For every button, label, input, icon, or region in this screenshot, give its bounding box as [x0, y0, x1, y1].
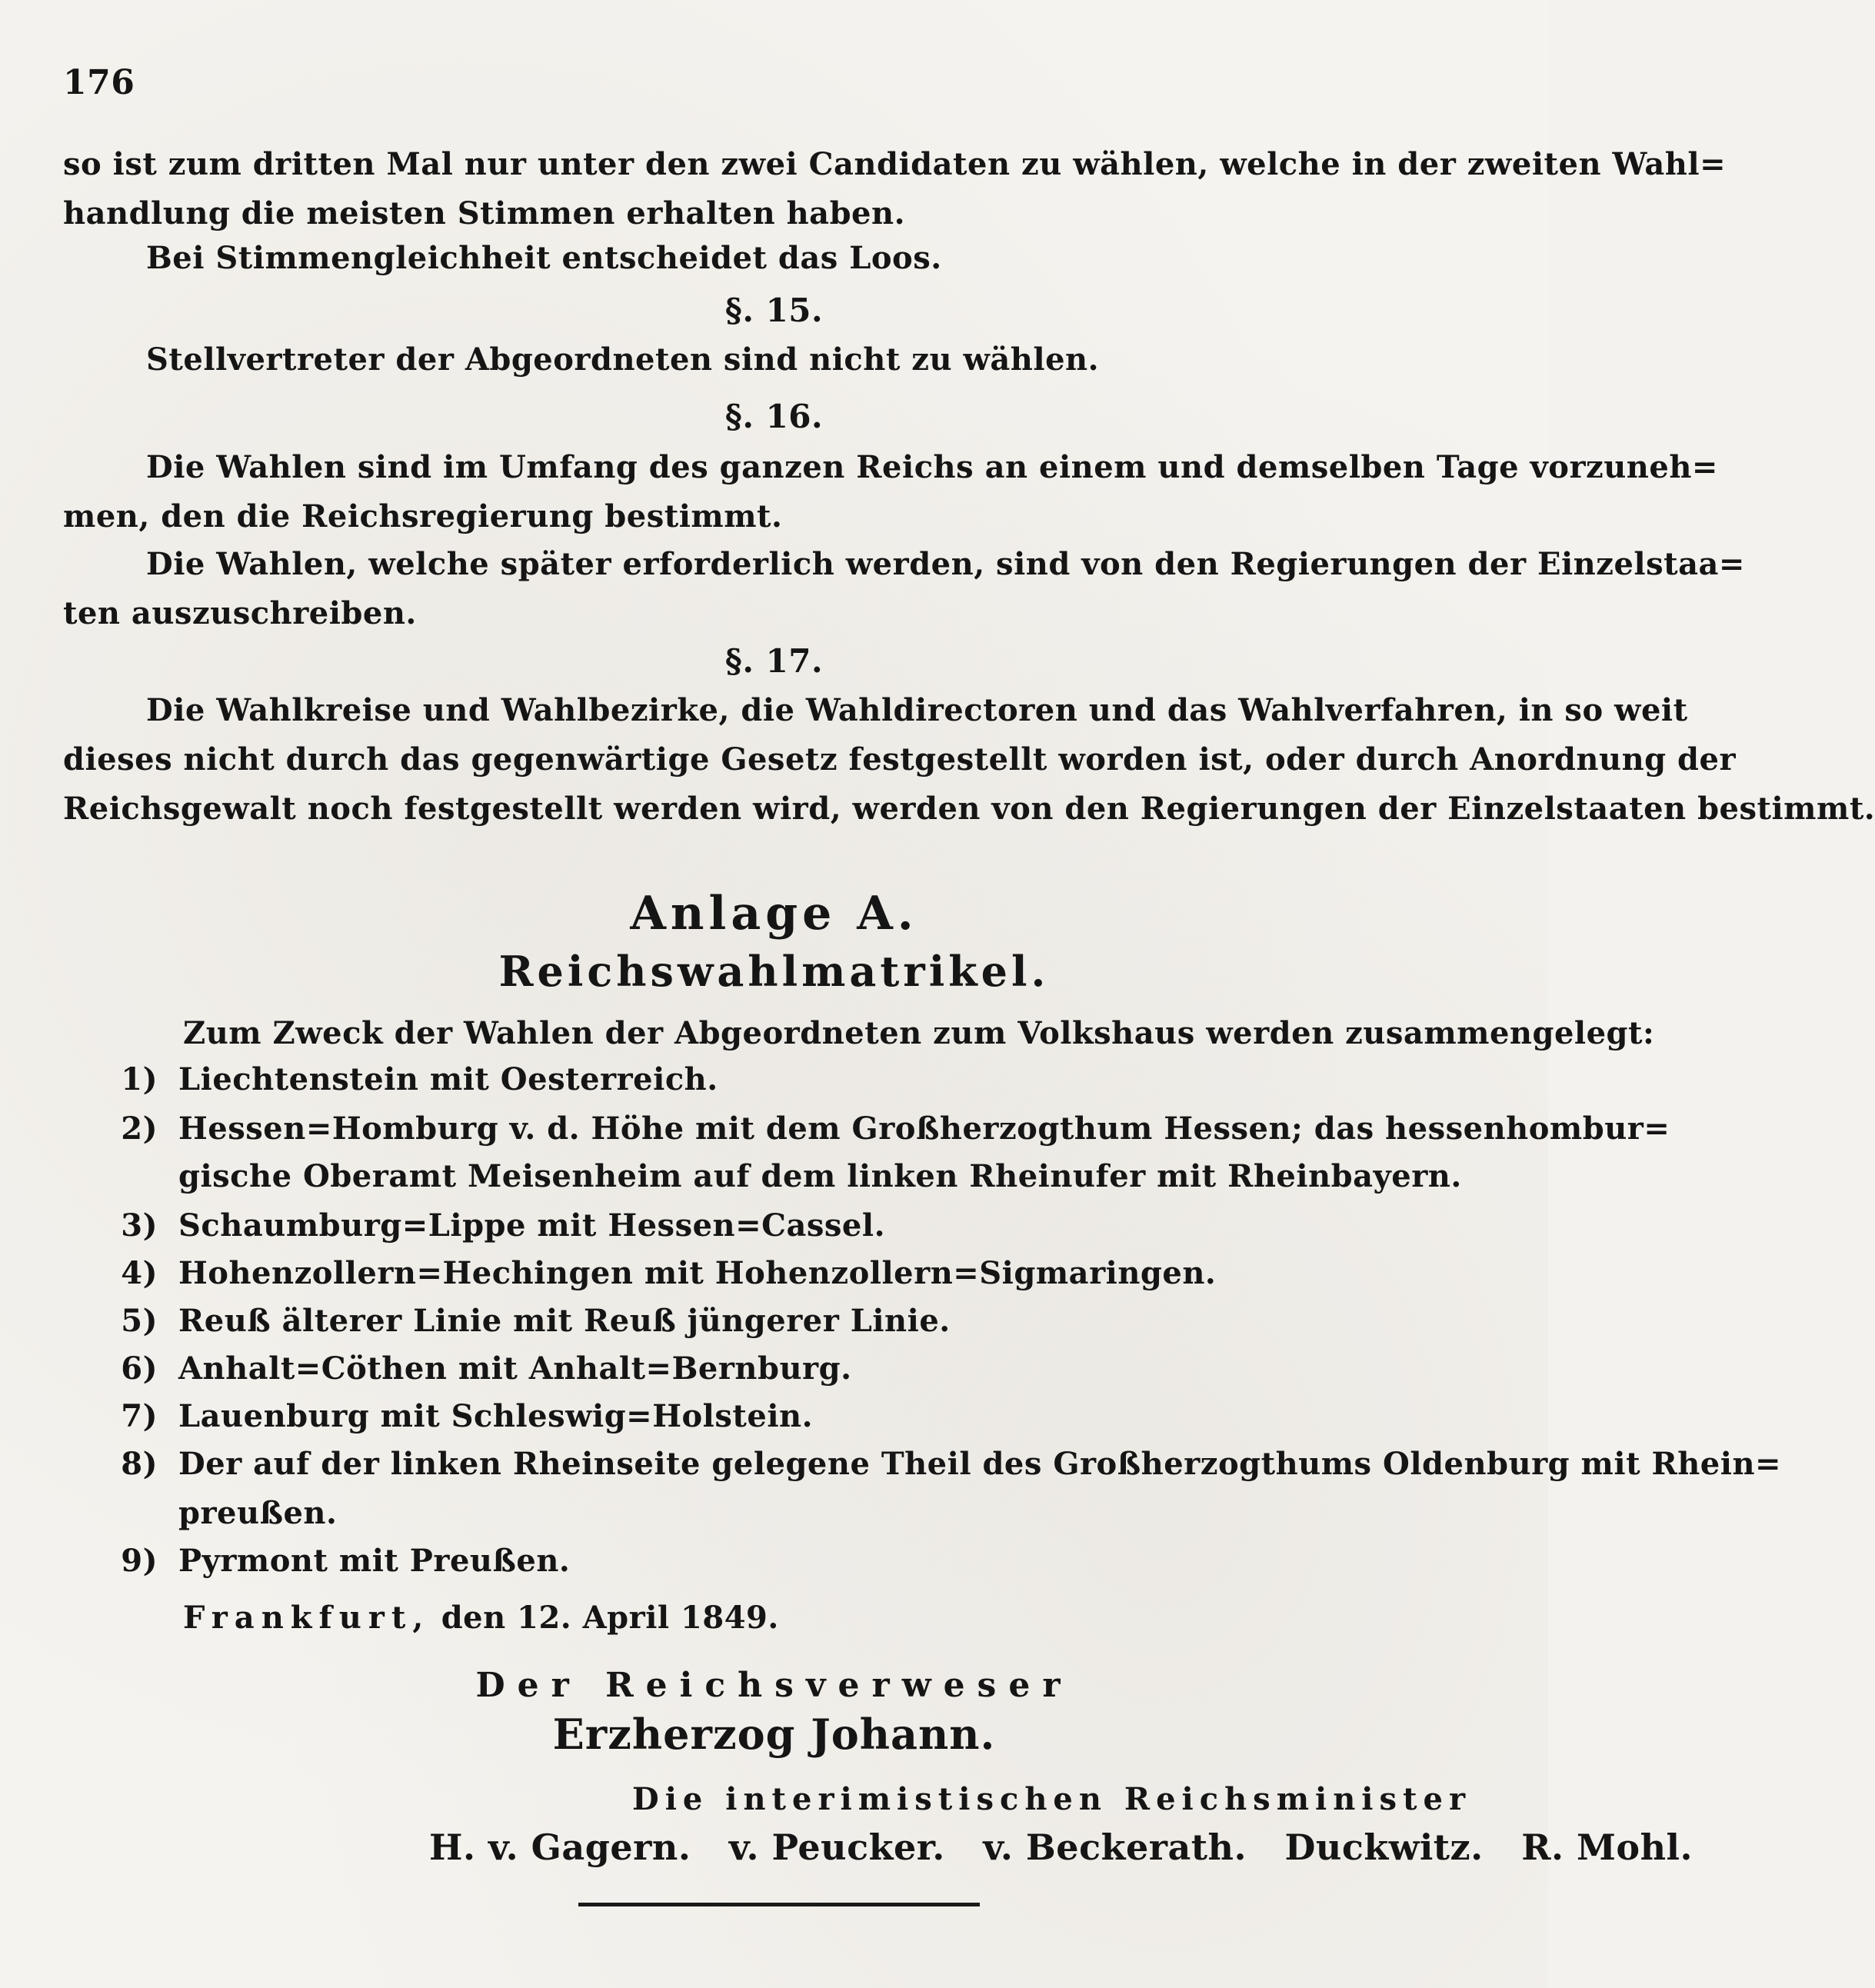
section-17-line: dieses nicht durch das gegenwärtige Gesetz festgestellt worden ist, oder durch Anordnung der: [63, 741, 1737, 778]
list-item: Reuß älterer Linie mit Reuß jüngerer Linie.: [178, 1303, 951, 1339]
annex-subtitle: Reichswahlmatrikel.: [498, 947, 1050, 996]
section-15-text: Stellvertreter der Abgeordneten sind nicht zu wählen.: [146, 341, 1100, 378]
list-item: Schaumburg=Lippe mit Hessen=Cassel.: [178, 1207, 886, 1244]
annex-intro: Zum Zweck der Wahlen der Abgeordneten zum Volkshaus werden zusammengelegt:: [183, 1015, 1655, 1051]
section-16-line: men, den die Reichsregierung bestimmt.: [63, 498, 783, 534]
paragraph-line: Bei Stimmengleichheit entscheidet das Loos.: [146, 240, 942, 276]
regent-title: Der Reichsverweser: [475, 1666, 1073, 1705]
ministers-title: Die interimistischen Reichsminister: [632, 1781, 1472, 1817]
page-number: 176: [63, 63, 135, 102]
list-item: Hohenzollern=Hechingen mit Hohenzollern=Sigmaringen.: [178, 1255, 1217, 1291]
list-item: Liechtenstein mit Oesterreich.: [178, 1061, 718, 1097]
dateline-date: den 12. April 1849.: [441, 1600, 779, 1636]
section-heading-15: §. 15.: [724, 291, 824, 329]
section-16-line: Die Wahlen, welche später erforderlich werden, sind von den Regierungen der Einzelstaa=: [146, 546, 1745, 582]
section-heading-17: §. 17.: [724, 642, 824, 680]
section-17-line: Reichsgewalt noch festgestellt werden wird, werden von den Regierungen der Einzelstaaten bestimmt.: [63, 791, 1875, 827]
section-17-line: Die Wahlkreise und Wahlbezirke, die Wahldirectoren und das Wahlverfahren, in so weit: [146, 692, 1688, 728]
list-item: Anhalt=Cöthen mit Anhalt=Bernburg.: [178, 1350, 852, 1387]
list-item-continuation: gische Oberamt Meisenheim auf dem linken Rheinufer mit Rheinbayern.: [178, 1158, 1462, 1194]
list-item-number: 3): [121, 1207, 158, 1244]
annex-title: Anlage A.: [630, 887, 918, 941]
closing-rule: [578, 1903, 980, 1906]
paragraph-line: handlung die meisten Stimmen erhalten haben.: [63, 195, 906, 231]
list-item-number: 6): [121, 1350, 158, 1387]
list-item: Lauenburg mit Schleswig=Holstein.: [178, 1398, 814, 1434]
section-16-line: Die Wahlen sind im Umfang des ganzen Reichs an einem und demselben Tage vorzuneh=: [146, 449, 1718, 485]
list-item-number: 2): [121, 1111, 158, 1147]
list-item-number: 4): [121, 1255, 158, 1291]
list-item: Pyrmont mit Preußen.: [178, 1543, 571, 1579]
section-heading-16: §. 16.: [724, 398, 824, 435]
ministers-names: H. v. Gagern. v. Peucker. v. Beckerath. Duckwitz. R. Mohl.: [429, 1826, 1693, 1868]
dateline-place: Frankfurt,: [183, 1600, 431, 1636]
list-item: Hessen=Homburg v. d. Höhe mit dem Großherzogthum Hessen; das hessenhombur=: [178, 1111, 1670, 1147]
list-item: Der auf der linken Rheinseite gelegene Theil des Großherzogthums Oldenburg mit Rhein=: [178, 1446, 1782, 1482]
section-16-line: ten auszuschreiben.: [63, 595, 417, 631]
regent-name: Erzherzog Johann.: [552, 1710, 996, 1759]
list-item-number: 1): [121, 1061, 158, 1097]
list-item-number: 7): [121, 1398, 158, 1434]
dateline: [183, 1598, 779, 1638]
list-item-number: 9): [121, 1543, 158, 1579]
list-item-number: 5): [121, 1303, 158, 1339]
list-item-number: 8): [121, 1446, 158, 1482]
paragraph-line: so ist zum dritten Mal nur unter den zwei Candidaten zu wählen, welche in der zweiten Wahl=: [63, 146, 1727, 182]
list-item-continuation: preußen.: [178, 1495, 338, 1531]
